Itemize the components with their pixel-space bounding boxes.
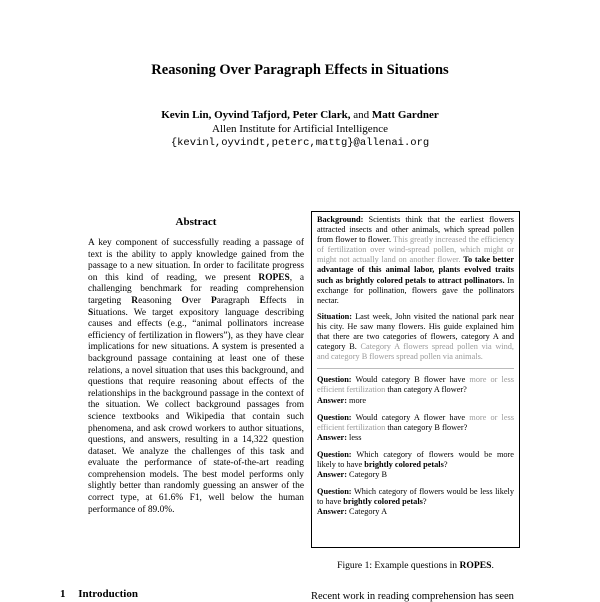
caption-bold: ROPES	[459, 560, 492, 571]
author-last: Matt Gardner	[371, 109, 439, 121]
abstract-ropes: ROPES	[258, 272, 290, 283]
section-number: 1	[60, 588, 66, 600]
background-text-4: In exchange for pollination, flowers gave the pollinators nectar.	[317, 275, 514, 305]
question-text: Would category B flower have	[355, 375, 466, 385]
figure-example-box	[311, 211, 520, 548]
answer-label: Answer:	[317, 395, 347, 405]
caption-post: .	[491, 560, 494, 571]
question-text: Which category of flowers would be less likely to have	[317, 487, 514, 507]
answer	[317, 433, 514, 443]
situation-text-2: Category A flowers spread pollen via wind, and category B flowers spread pollen via animals.	[317, 342, 514, 362]
question-label: Question:	[317, 487, 352, 497]
abstract-easoning: easoning	[138, 295, 172, 306]
qa-item	[317, 450, 514, 480]
author-names-bold: Kevin Lin, Oyvind Tafjord, Peter Clark,	[161, 109, 351, 121]
abstract-P: P	[210, 295, 217, 306]
abstract-body	[88, 238, 304, 516]
background-text-2: This greatly increased the efficiency of fertilization over wind-spread pollen, which might or might not actually land on another flower.	[317, 235, 514, 265]
question-post: ?	[443, 459, 448, 469]
abstract-heading: Abstract	[175, 216, 217, 228]
author-emails: {kevinl,oyvindt,peterc,mattg}@allenai.org	[170, 137, 430, 149]
abstract-E: E	[259, 295, 266, 306]
situation-label: Situation:	[317, 311, 353, 321]
answer-label: Answer:	[317, 470, 347, 480]
qa-item	[317, 487, 514, 517]
question	[317, 375, 514, 395]
abstract-p1: A key component of successfully reading a passage of text is the ability to apply knowledge gained from the passage to a new situation. In order to facilitate progress on this kind of reading, we present	[88, 238, 304, 283]
author-block	[0, 108, 600, 150]
situation-text-1: Last week, John visited the national park near his city. He saw many flowers. His guide explained him that there are two categories of flowers, category A and category B.	[317, 311, 515, 352]
qa-item	[317, 413, 514, 443]
answer-text: more	[349, 395, 367, 405]
figure-divider	[317, 368, 514, 369]
question-post: ?	[422, 497, 427, 507]
qa-item	[317, 375, 514, 405]
figure-caption	[311, 560, 520, 571]
figure-background	[317, 215, 514, 306]
background-text-1: Scientists think that the earliest flowers attracted insects and other animals, which spread pollen from flower to flower.	[317, 215, 515, 245]
section-heading-introduction	[60, 588, 138, 600]
answer-text: less	[349, 432, 362, 442]
question-label: Question:	[317, 412, 352, 422]
question-text: Which category of flowers would be more likely to have	[317, 449, 514, 469]
answer	[317, 396, 514, 406]
question-post: than category A flower?	[387, 385, 467, 395]
answer	[317, 470, 514, 480]
paper-title: Reasoning Over Paragraph Effects in Situations	[151, 62, 449, 78]
abstract-p2: , a challenging benchmark for reading comprehension targeting	[88, 272, 304, 306]
figure-situation	[317, 312, 514, 362]
answer-text: Category A	[349, 507, 388, 517]
question-highlight: more or less efficient fertilization	[317, 375, 514, 395]
abstract-aragraph: aragraph	[216, 295, 250, 306]
question-post: than category B flower?	[387, 422, 468, 432]
author-and: and	[353, 109, 370, 121]
abstract-p3: ituations. We target expository language describing causes and effects (e.g., “animal pollinators increase efficiency of fertilization in flowers”), as they have clear implications for new situations. A system is presented a background passage containing at least one of these relations, a novel situation that uses this background, and questions that require reasoning about effects of the relationships in the background passage in the context of the situation. We collect background passages from science textbooks and Wikipedia that contain such phenomena, and ask crowd workers to author situations, questions, and answers, resulting in a 14,322 question dataset. We analyze the challenges of this task and evaluate the performance of state-of-the-art reading comprehension models. The best model performs only slightly better than randomly guessing an answer of the correct type, at 61.6% F1, well below the human performance of 89.0%.	[88, 307, 304, 515]
abstract-ffects-in: ffects in	[265, 295, 304, 306]
qa-list	[317, 375, 514, 517]
abstract-O: O	[181, 295, 189, 306]
section-title: Introduction	[78, 588, 138, 600]
question-highlight: more or less efficient fertilization	[317, 412, 515, 432]
question-text: Would category A flower have	[355, 412, 466, 422]
background-text-3: To take better advantage of this animal labor, plants evolved traits such as brightly colored petals to attract pollinators.	[317, 255, 514, 285]
question	[317, 487, 514, 507]
answer-text: Category B	[349, 470, 388, 480]
answer-label: Answer:	[317, 432, 347, 442]
background-label: Background:	[317, 215, 364, 224]
author-names	[0, 108, 600, 122]
abstract-S: S	[88, 307, 94, 318]
answer-label: Answer:	[317, 507, 347, 517]
abstract-ver: ver	[188, 295, 201, 306]
question	[317, 450, 514, 470]
question-label: Question:	[317, 449, 352, 459]
caption-pre: Figure 1: Example questions in	[337, 560, 458, 571]
question-label: Question:	[317, 375, 352, 385]
right-column-text: Recent work in reading comprehension has seen	[311, 591, 514, 602]
abstract-R: R	[131, 295, 139, 306]
question-highlight: brightly colored petals	[343, 497, 423, 507]
question	[317, 413, 514, 433]
author-affiliation: Allen Institute for Artificial Intelligence	[212, 123, 388, 135]
question-highlight: brightly colored petals	[364, 459, 444, 469]
answer	[317, 507, 514, 517]
